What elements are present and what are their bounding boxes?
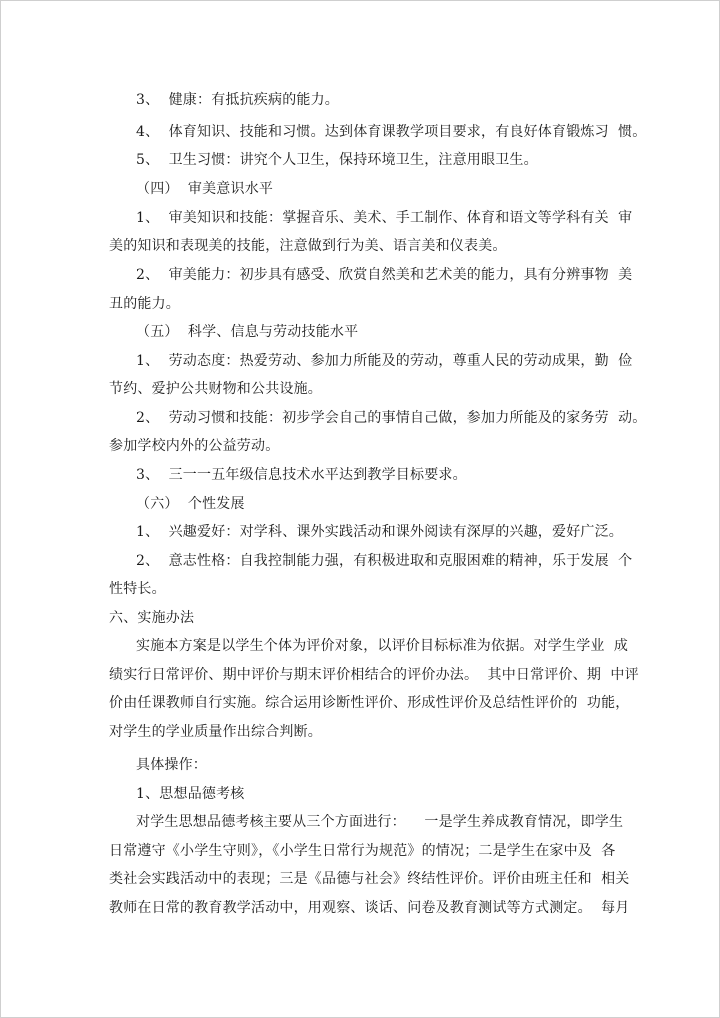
text-line: 对学生的学业质量作出综合判断。 <box>109 724 322 740</box>
text-line: 价由任课教师自行实施。综合运用诊断性评价、形成性评价及总结性评价的 功能， <box>109 695 630 711</box>
text-line: 教师在日常的教育教学活动中，用观察、谈话、问卷及教育测试等方式测定。 每月 <box>109 900 630 916</box>
text-line: 丑的能力。 <box>109 296 180 312</box>
text-line: 2、 意志性格：自我控制能力强，有积极进取和克服困难的精神，乐于发展 个 <box>136 553 633 569</box>
section-heading: （六） 个性发展 <box>136 496 245 512</box>
text-line: 美的知识和表现美的技能，注意做到行为美、语言美和仪表美。 <box>109 238 507 254</box>
section-heading: 具体操作： <box>136 757 207 773</box>
text-line: 4、 体育知识、技能和习惯。达到体育课教学项目要求，有良好体育锻炼习 惯。 <box>136 124 647 140</box>
text-line: 类社会实践活动中的表现；三是《品德与社会》终结性评价。评价由班主任和 相关 <box>109 871 630 887</box>
text-line: 参加学校内外的公益劳动。 <box>109 438 280 454</box>
text-line: 3、 健康：有抵抗疾病的能力。 <box>136 92 340 108</box>
text-line: 性特长。 <box>109 581 166 597</box>
text-line: 节约、爱护公共财物和公共设施。 <box>109 381 322 397</box>
section-heading: （五） 科学、信息与劳动技能水平 <box>136 324 359 340</box>
text-line: 日常遵守《小学生守则》，《小学生日常行为规范》的情况；二是学生在家中及 各 <box>109 843 616 859</box>
section-heading: 1、思想品德考核 <box>136 786 245 802</box>
section-heading: 六、实施办法 <box>109 610 195 626</box>
text-line: 2、 劳动习惯和技能：初步学会自己的事情自己做，参加力所能及的家务劳 动。 <box>136 410 647 426</box>
text-line: 2、 审美能力：初步具有感受、欣赏自然美和艺术美的能力，具有分辨事物 美 <box>136 267 633 283</box>
text-line: 实施本方案是以学生个体为评价对象，以评价目标标准为依据。对学生学业 成 <box>136 638 629 654</box>
text-line: 1、 兴趣爱好：对学科、课外实践活动和课外阅读有深厚的兴趣，爱好广泛。 <box>136 524 624 540</box>
text-line: 1、 审美知识和技能：掌握音乐、美术、手工制作、体育和语文等学科有关 审 <box>136 210 633 226</box>
text-line: 1、 劳动态度：热爱劳动、参加力所能及的劳动，尊重人民的劳动成果，勤 俭 <box>136 353 633 369</box>
section-heading: （四） 审美意识水平 <box>136 181 274 197</box>
text-line: 绩实行日常评价、期中评价与期末评价相结合的评价办法。 其中日常评价、期 中评 <box>109 667 639 683</box>
text-line: 对学生思想品德考核主要从三个方面进行： 一是学生养成教育情况，即学生 <box>136 814 624 830</box>
text-line: 5、 卫生习惯：讲究个人卫生，保持环境卫生，注意用眼卫生。 <box>136 152 538 168</box>
text-line: 3、 三一一五年级信息技术水平达到教学目标要求。 <box>136 467 467 483</box>
